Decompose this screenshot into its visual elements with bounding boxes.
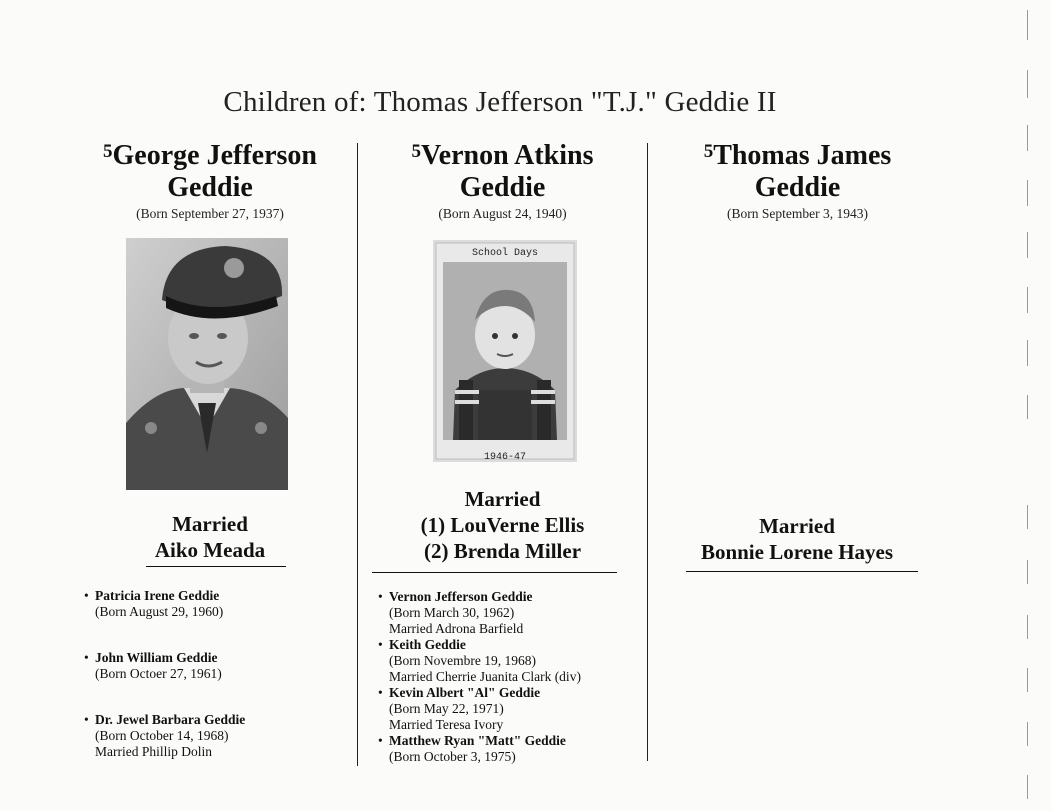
generation-number: 5 xyxy=(103,141,113,162)
page-title: Children of: Thomas Jefferson "T.J." Geddie II xyxy=(223,86,777,118)
bullet-icon: • xyxy=(378,589,383,604)
married-label: Married xyxy=(464,487,541,511)
married-label: Married xyxy=(759,514,835,538)
spouse-name: Aiko Meada xyxy=(154,538,266,562)
margin-mark xyxy=(1027,10,1028,40)
married-label: Married xyxy=(172,512,248,536)
person-name: $^5$George Jefferson Geddie xyxy=(103,140,317,203)
bullet-icon: • xyxy=(84,588,89,603)
list-item xyxy=(378,589,646,637)
spouse-name: Bonnie Lorene Hayes xyxy=(700,540,894,564)
bullet-icon: • xyxy=(378,637,383,652)
child-column-george xyxy=(65,140,355,222)
grandchild-name: Matthew Ryan "Matt" Geddie xyxy=(389,733,566,748)
spouse-underline xyxy=(686,571,918,572)
grandchild-detail: (Born October 14, 1968) xyxy=(95,728,229,743)
generation-number: 5 xyxy=(703,141,714,162)
margin-mark xyxy=(1027,615,1028,639)
school-portrait-image xyxy=(433,240,577,462)
photo-top-caption: School Days xyxy=(471,248,539,259)
margin-mark xyxy=(1027,775,1028,799)
grandchild-name: Vernon Jefferson Geddie xyxy=(389,589,533,604)
grandchild-detail: (Born May 22, 1971) xyxy=(389,701,504,716)
grandchild-detail: Married Cherrie Juanita Clark (div) xyxy=(389,669,581,684)
margin-mark xyxy=(1027,505,1028,529)
person-name: $^5$Thomas James Geddie xyxy=(703,140,892,203)
bullet-icon: • xyxy=(84,712,89,727)
grandchild-name: Kevin Albert "Al" Geddie xyxy=(389,685,541,700)
spouse-block xyxy=(110,511,310,563)
grandchild-detail: (Born August 29, 1960) xyxy=(95,604,224,619)
margin-mark xyxy=(1027,722,1028,746)
margin-mark xyxy=(1027,125,1028,151)
grandchildren-list xyxy=(84,588,352,760)
margin-mark xyxy=(1027,340,1028,366)
bullet-icon: • xyxy=(378,685,383,700)
spouse-underline xyxy=(372,572,617,573)
person-name: $^5$Vernon Atkins Geddie xyxy=(411,140,594,203)
grandchild-detail: Married Phillip Dolin xyxy=(95,744,212,759)
margin-mark xyxy=(1027,560,1028,584)
column-divider xyxy=(647,143,648,761)
margin-mark xyxy=(1027,232,1028,258)
margin-mark xyxy=(1027,668,1028,692)
generation-number: 5 xyxy=(411,141,421,162)
grandchild-name: Keith Geddie xyxy=(389,637,466,652)
list-item xyxy=(378,685,646,733)
soldier-portrait-image xyxy=(126,238,288,490)
bullet-icon: • xyxy=(84,650,89,665)
grandchild-detail: (Born March 30, 1962) xyxy=(389,605,515,620)
birth-date: (Born September 27, 1937) xyxy=(136,206,284,221)
margin-mark xyxy=(1027,180,1028,206)
grandchildren-list xyxy=(378,589,646,765)
portrait-photo-george xyxy=(126,238,288,490)
birth-date: (Born August 24, 1940) xyxy=(438,206,567,221)
spouse-name: (1) LouVerne Ellis xyxy=(420,513,585,537)
child-column-vernon xyxy=(360,140,645,222)
column-divider xyxy=(357,143,358,766)
list-item xyxy=(378,733,646,765)
spouse-block xyxy=(380,486,625,564)
margin-mark xyxy=(1027,395,1028,419)
portrait-photo-vernon xyxy=(433,240,577,462)
spouse-block xyxy=(667,513,927,565)
grandchild-name: Patricia Irene Geddie xyxy=(95,588,220,603)
grandchild-detail: Married Adrona Barfield xyxy=(389,621,524,636)
margin-mark xyxy=(1027,70,1028,98)
grandchild-detail: (Born Octoer 27, 1961) xyxy=(95,666,222,681)
list-item xyxy=(84,588,352,620)
margin-mark xyxy=(1027,287,1028,313)
grandchild-name: John William Geddie xyxy=(95,650,218,665)
bullet-icon: • xyxy=(378,733,383,748)
list-item xyxy=(84,712,352,760)
list-item xyxy=(84,650,352,682)
grandchild-detail: (Born October 3, 1975) xyxy=(389,749,516,764)
grandchild-detail: (Born Novembre 19, 1968) xyxy=(389,653,536,668)
spouse-underline xyxy=(146,566,286,567)
child-column-thomas xyxy=(650,140,945,222)
list-item xyxy=(378,637,646,685)
grandchild-detail: Married Teresa Ivory xyxy=(389,717,504,732)
photo-bottom-caption: 1946-47 xyxy=(483,452,527,462)
spouse-name: (2) Brenda Miller xyxy=(423,539,582,563)
grandchild-name: Dr. Jewel Barbara Geddie xyxy=(95,712,246,727)
birth-date: (Born September 3, 1943) xyxy=(727,206,868,221)
